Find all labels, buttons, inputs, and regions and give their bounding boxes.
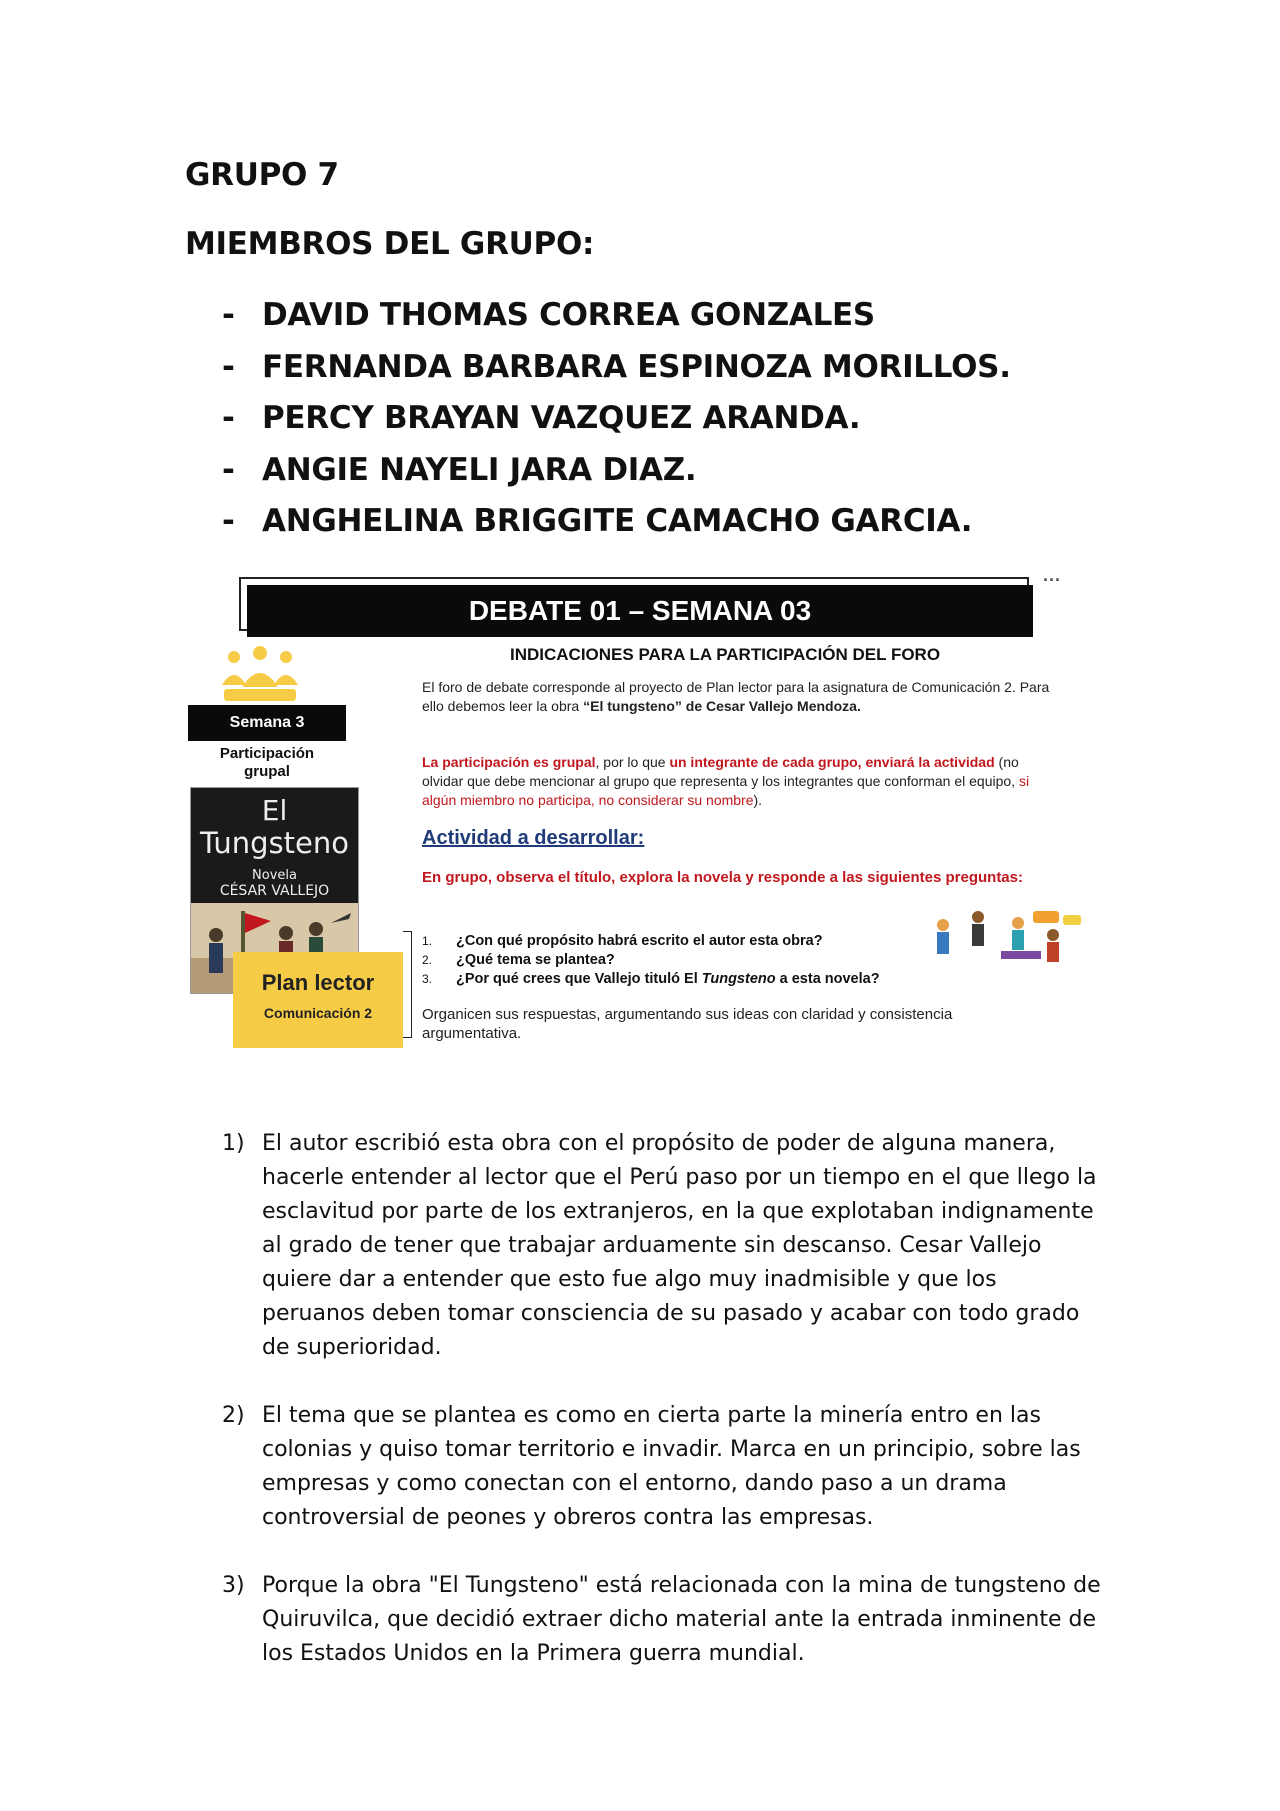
member-name: DAVID THOMAS CORREA GONZALES (262, 297, 875, 333)
plan-title: Plan lector (261, 970, 375, 995)
participation-line: grupal (244, 763, 290, 780)
question-text: ¿Por qué crees que Vallejo tituló El (456, 971, 702, 987)
list-dash: - (222, 297, 235, 333)
plan-subtitle: Comunicación 2 (263, 1005, 373, 1021)
question-item (422, 970, 942, 989)
member-item (222, 347, 1011, 399)
question-number: 3. (422, 972, 433, 986)
answer-item (222, 1569, 1102, 1671)
member-name: ANGHELINA BRIGGITE CAMACHO GARCIA. (262, 503, 973, 539)
list-dash: - (222, 348, 235, 385)
list-dash: - (222, 503, 235, 539)
member-item (222, 398, 1011, 450)
answer-number: 3) (222, 1573, 245, 1598)
question-list (422, 932, 942, 989)
text-run: ). (753, 792, 763, 808)
participation-line: Participación (219, 745, 315, 762)
question-item (422, 932, 942, 951)
text-run: (no olvidar que debe mencionar al grupo que representa y los integrantes que conforman el equipo, (422, 754, 1019, 789)
group-people-icon (220, 645, 300, 705)
text-run: El foro de debate corresponde al proyecto de Plan lector para la asignatura de Comunicación 2. Para ello debemos leer la obra (422, 679, 1050, 714)
answer-text: El autor escribió esta obra con el propósito de poder de alguna manera, hacerle entender al lector que el Perú paso por un tiempo en el que llego la esclavitud por parte de los extranjeros, en la que explotaban indignamente al grado de tener que trabajar arduamente sin descanso. Cesar Vallejo quiere dar a entender que esto fue algo muy inadmisible y que los peruanos deben tomar consciencia de su pasado y acabar con todo grado de superioridad. (262, 1131, 1097, 1360)
member-item (222, 450, 1011, 502)
people-discussion-icon (923, 905, 1083, 975)
text-run: La participación es grupal (422, 754, 596, 770)
text-run: un integrante de cada grupo, enviará la actividad (669, 754, 995, 770)
answer-item (222, 1127, 1102, 1365)
question-number: 2. (422, 953, 433, 967)
members-heading: MIEMBROS DEL GRUPO: (185, 226, 595, 262)
question-text: ¿Qué tema se plantea? (456, 952, 615, 968)
member-item (222, 501, 1011, 553)
more-options-icon[interactable]: ... (1043, 565, 1062, 585)
debate-instructions-image (185, 565, 1085, 1055)
participation-label (188, 745, 346, 781)
answer-number: 2) (222, 1403, 245, 1428)
question-text: ¿Con qué propósito habrá escrito el autor esta obra? (456, 933, 823, 949)
book-genre: Novela (252, 868, 297, 883)
forum-description (422, 678, 1052, 716)
plan-lector-badge (233, 952, 403, 1048)
participation-rules (422, 753, 1052, 810)
text-run: “El tungsteno” de Cesar Vallejo Mendoza. (583, 698, 861, 714)
book-author: CÉSAR VALLEJO (219, 883, 330, 899)
answer-list (222, 1127, 1102, 1705)
answer-number: 1) (222, 1131, 245, 1156)
answer-item (222, 1399, 1102, 1535)
question-item (422, 951, 942, 970)
debate-banner: DEBATE 01 – SEMANA 03 (247, 585, 1033, 637)
question-number: 1. (422, 934, 433, 948)
answer-text: El tema que se plantea es como en cierta parte la minería entro en las colonias y quiso tomar territorio e invadir. Marca en un principio, sobre las empresas y como conectan con el entorno, dando paso a un drama controversial de peones y obreros contra las empresas. (262, 1403, 1081, 1530)
activity-instruction: En grupo, observa el título, explora la novela y responde a las siguientes preguntas: (422, 869, 1023, 886)
question-text: Tungsteno (701, 971, 776, 987)
member-name: PERCY BRAYAN VAZQUEZ ARANDA. (262, 400, 861, 436)
closing-instruction: Organicen sus respuestas, argumentando sus ideas con claridad y consistencia argumentativa. (422, 1006, 953, 1042)
text-run: si algún miembro no participa, no considerar su nombre (422, 773, 1030, 808)
questions-bracket (403, 931, 412, 1038)
week-label: Semana 3 (188, 705, 346, 741)
list-dash: - (222, 451, 235, 488)
member-name: ANGIE NAYELI JARA DIAZ. (262, 451, 697, 488)
book-title-line: Tungsteno (200, 826, 349, 860)
member-list (222, 295, 1011, 553)
text-run: , por lo que (595, 754, 670, 770)
group-title: GRUPO 7 (185, 157, 339, 193)
question-text: a esta novela? (775, 971, 880, 987)
member-item (222, 295, 1011, 347)
activity-heading: Actividad a desarrollar: (422, 827, 645, 849)
book-title-line: El (261, 794, 288, 827)
answer-text: Porque la obra "El Tungsteno" está relacionada con la mina de tungsteno de Quiruvilca, que decidió extraer dicho material ante la entrada inminente de los Estados Unidos en la Primera guerra mundial. (262, 1573, 1101, 1666)
forum-subtitle: INDICACIONES PARA LA PARTICIPACIÓN DEL FORO (510, 645, 941, 664)
list-dash: - (222, 400, 235, 436)
member-name: FERNANDA BARBARA ESPINOZA MORILLOS. (262, 348, 1011, 385)
